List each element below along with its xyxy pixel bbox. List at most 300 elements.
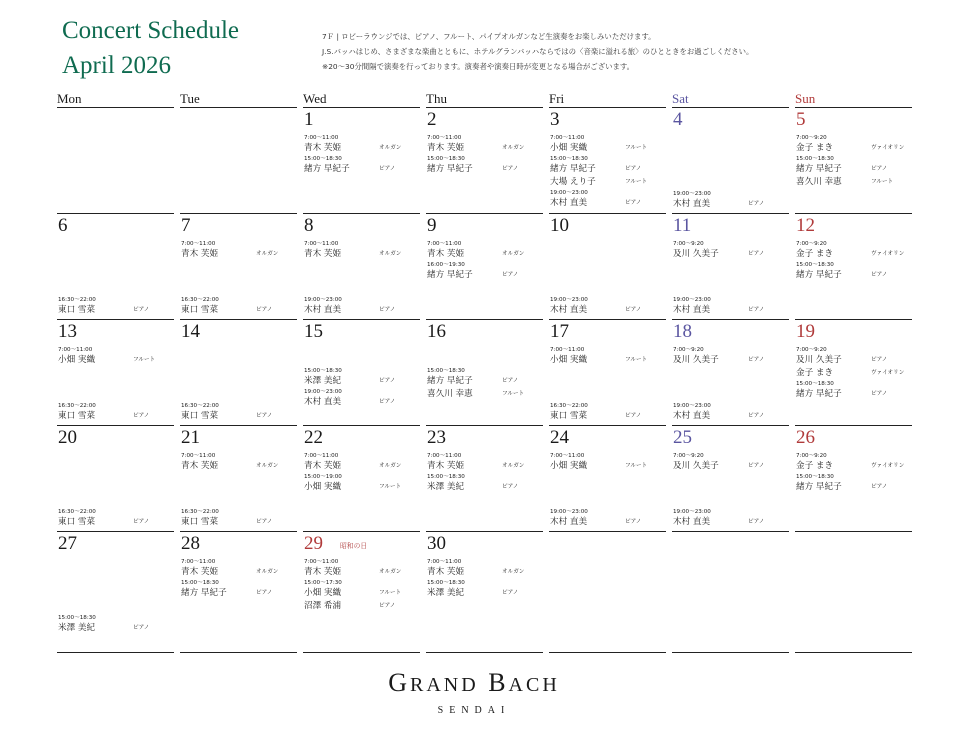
- instrument-label: ピアノ: [379, 603, 396, 609]
- instrument-label: ピアノ: [256, 413, 273, 419]
- calendar-day-cell: [672, 425, 789, 531]
- performance-time: 15:00～18:30: [427, 156, 465, 162]
- instrument-label: フルート: [625, 357, 648, 363]
- cell-bottom-rule: [57, 652, 174, 653]
- performance-entry: [550, 176, 668, 188]
- performance-time: 7:00～11:00: [181, 559, 216, 565]
- instrument-label: ピアノ: [502, 166, 519, 172]
- performer-name: 青木 芙姫: [304, 249, 342, 259]
- performance-entry: [550, 189, 668, 209]
- calendar-day-cell: [180, 425, 297, 531]
- performer-name: 緒方 早紀子: [796, 389, 842, 399]
- instrument-label: オルガン: [502, 463, 525, 469]
- performance-entry: [796, 176, 914, 188]
- instrument-label: ピアノ: [133, 625, 150, 631]
- performance-entry: [58, 614, 176, 634]
- performer-name: 木村 直美: [550, 517, 588, 527]
- weekday-label: Sat: [672, 91, 689, 106]
- performance-time: 15:00～18:30: [796, 156, 834, 162]
- performance-entry: [427, 261, 545, 281]
- performer-name: 及川 久美子: [673, 355, 719, 365]
- performance-entry: [796, 380, 914, 400]
- performance-entry: [427, 367, 545, 387]
- instrument-label: ピアノ: [748, 463, 765, 469]
- performer-name: 小畑 実織: [304, 482, 342, 492]
- performer-name: 青木 芙姫: [304, 567, 342, 577]
- performer-name: 青木 芙姫: [181, 461, 219, 471]
- performance-entry: [796, 452, 914, 472]
- instrument-label: ピアノ: [256, 590, 273, 596]
- calendar-day-cell: [180, 531, 297, 637]
- performer-name: 緒方 早紀子: [304, 164, 350, 174]
- page-title: Concert Schedule: [62, 17, 240, 44]
- instrument-label: オルガン: [256, 251, 279, 257]
- performer-name: 木村 直美: [673, 199, 711, 209]
- day-number: 10: [550, 215, 569, 236]
- performance-time: 7:00～9:20: [796, 135, 827, 141]
- performance-entry: [796, 367, 914, 379]
- performance-time: 19:00～23:00: [673, 509, 711, 515]
- performance-time: 7:00～9:20: [796, 241, 827, 247]
- performance-time: 15:00～18:30: [304, 368, 342, 374]
- calendar-day-cell: [426, 319, 543, 425]
- instrument-label: オルガン: [379, 569, 402, 575]
- day-number: 21: [181, 427, 200, 448]
- instrument-label: フルート: [625, 145, 648, 151]
- instrument-label: ピアノ: [871, 391, 888, 397]
- performance-entry: [550, 452, 668, 472]
- calendar-empty-cell: [549, 531, 666, 637]
- performance-time: 15:00～18:30: [427, 368, 465, 374]
- performance-time: 19:00～23:00: [550, 190, 588, 196]
- performance-entry: [550, 508, 668, 528]
- cell-bottom-rule: [426, 652, 543, 653]
- calendar-empty-cell: [57, 107, 174, 213]
- performer-name: 及川 久美子: [796, 355, 842, 365]
- cell-bottom-rule: [180, 652, 297, 653]
- performance-entry: [304, 452, 422, 472]
- performer-name: 及川 久美子: [673, 249, 719, 259]
- performer-name: 沼澤 希浦: [304, 601, 342, 611]
- day-number: 23: [427, 427, 446, 448]
- performance-entry: [550, 346, 668, 366]
- calendar-day-cell: [426, 531, 543, 637]
- calendar-day-cell: [303, 107, 420, 213]
- performer-name: 青木 芙姫: [181, 249, 219, 259]
- performer-name: 金子 まき: [796, 249, 834, 259]
- performance-entry: [427, 388, 545, 400]
- performer-name: 緒方 早紀子: [427, 270, 473, 280]
- performance-time: 15:00～18:30: [304, 156, 342, 162]
- performer-name: 小畑 実織: [58, 355, 96, 365]
- instrument-label: ピアノ: [379, 378, 396, 384]
- instrument-label: ヴァイオリン: [871, 370, 905, 376]
- day-number: 1: [304, 109, 314, 130]
- performer-name: 米澤 美紀: [304, 376, 342, 386]
- performer-name: 青木 芙姫: [427, 143, 465, 153]
- note-line: 7Ｆ | ロビーラウンジでは、ピアノ、フルート、パイプオルガンなど生演奏をお楽しみいただけます。: [322, 32, 656, 41]
- instrument-label: ピアノ: [133, 413, 150, 419]
- performance-entry: [181, 296, 299, 316]
- instrument-label: ピアノ: [748, 357, 765, 363]
- instrument-label: ピアノ: [625, 519, 642, 525]
- calendar-day-cell: [549, 213, 666, 319]
- performance-time: 7:00～11:00: [58, 347, 93, 353]
- performance-entry: [304, 388, 422, 408]
- day-number: 2: [427, 109, 437, 130]
- instrument-label: ピアノ: [256, 519, 273, 525]
- performance-entry: [304, 579, 422, 599]
- day-number: 22: [304, 427, 323, 448]
- performance-time: 16:30～22:00: [58, 509, 96, 515]
- weekday-label: Tue: [180, 91, 200, 106]
- performance-time: 16:30～22:00: [58, 297, 96, 303]
- day-number: 28: [181, 533, 200, 554]
- day-number: 18: [673, 321, 692, 342]
- performance-time: 7:00～11:00: [181, 453, 216, 459]
- calendar-day-cell: [180, 319, 297, 425]
- note-line: J.S.バッハはじめ、さまざまな楽曲とともに、ホテルグランバッハならではの〈音楽に溢れる旅〉のひとときをお過ごしください。: [322, 47, 754, 56]
- performer-name: 緒方 早紀子: [427, 376, 473, 386]
- performance-entry: [304, 240, 422, 260]
- instrument-label: オルガン: [502, 251, 525, 257]
- performer-name: 大場 えり子: [550, 177, 596, 187]
- performer-name: 東口 雪菜: [58, 517, 96, 527]
- performance-time: 16:30～22:00: [181, 297, 219, 303]
- calendar-day-cell: [549, 425, 666, 531]
- performance-time: 15:00～18:30: [796, 474, 834, 480]
- day-number: 27: [58, 533, 77, 554]
- performance-time: 7:00～9:20: [796, 453, 827, 459]
- performer-name: 青木 芙姫: [427, 461, 465, 471]
- performance-entry: [58, 346, 176, 366]
- performance-time: 7:00～11:00: [427, 453, 462, 459]
- performer-name: 青木 芙姫: [181, 567, 219, 577]
- cell-bottom-rule: [672, 652, 789, 653]
- logo-location: SENDAI: [437, 705, 511, 716]
- performer-name: 木村 直美: [673, 411, 711, 421]
- instrument-label: ピアノ: [379, 166, 396, 172]
- performer-name: 金子 まき: [796, 143, 834, 153]
- performance-time: 7:00～11:00: [427, 241, 462, 247]
- performer-name: 緒方 早紀子: [796, 270, 842, 280]
- performer-name: 木村 直美: [673, 305, 711, 315]
- performance-entry: [304, 134, 422, 154]
- performer-name: 金子 まき: [796, 368, 834, 378]
- performance-entry: [796, 240, 914, 260]
- performance-time: 19:00～23:00: [304, 297, 342, 303]
- weekday-label: Fri: [549, 91, 565, 106]
- performance-time: 7:00～11:00: [550, 135, 585, 141]
- calendar-day-cell: [57, 425, 174, 531]
- performer-name: 小畑 実織: [550, 461, 588, 471]
- performance-time: 7:00～11:00: [550, 453, 585, 459]
- weekday-header-row: [57, 91, 909, 107]
- performer-name: 青木 芙姫: [304, 461, 342, 471]
- performance-time: 7:00～11:00: [304, 135, 339, 141]
- cell-bottom-rule: [549, 652, 666, 653]
- calendar-day-cell: [57, 213, 174, 319]
- page-subtitle-month: April 2026: [62, 52, 172, 79]
- instrument-label: ピアノ: [871, 484, 888, 490]
- day-number: 5: [796, 109, 806, 130]
- performance-time: 16:30～22:00: [181, 509, 219, 515]
- performance-entry: [550, 296, 668, 316]
- performance-entry: [304, 558, 422, 578]
- calendar-day-cell: [426, 107, 543, 213]
- instrument-label: ピアノ: [871, 357, 888, 363]
- day-number: 12: [796, 215, 815, 236]
- instrument-label: ヴァイオリン: [871, 463, 905, 469]
- header-notes: [322, 30, 753, 75]
- instrument-label: ピアノ: [502, 484, 519, 490]
- performance-entry: [550, 402, 668, 422]
- calendar-day-cell: [672, 319, 789, 425]
- day-number: 13: [58, 321, 77, 342]
- performer-name: 米澤 美紀: [58, 623, 96, 633]
- calendar-day-cell: [303, 319, 420, 425]
- performance-entry: [58, 296, 176, 316]
- day-number: 25: [673, 427, 692, 448]
- performer-name: 木村 直美: [550, 305, 588, 315]
- instrument-label: フルート: [379, 484, 402, 490]
- day-number: 6: [58, 215, 68, 236]
- cell-bottom-rule: [303, 652, 420, 653]
- day-number: 4: [673, 109, 683, 130]
- performance-entry: [427, 155, 545, 175]
- performance-time: 19:00～23:00: [550, 509, 588, 515]
- performance-entry: [673, 190, 791, 210]
- performance-time: 7:00～11:00: [304, 453, 339, 459]
- performance-time: 16:30～22:00: [58, 403, 96, 409]
- performance-entry: [427, 240, 545, 260]
- day-number: 29: [304, 533, 323, 554]
- calendar-day-cell: [57, 319, 174, 425]
- calendar-day-cell: [795, 319, 912, 425]
- instrument-label: ピアノ: [502, 590, 519, 596]
- day-number: 16: [427, 321, 446, 342]
- instrument-label: ピアノ: [379, 399, 396, 405]
- instrument-label: ピアノ: [748, 519, 765, 525]
- instrument-label: ピアノ: [625, 413, 642, 419]
- day-number: 8: [304, 215, 314, 236]
- performance-entry: [796, 346, 914, 366]
- instrument-label: オルガン: [256, 569, 279, 575]
- performer-name: 米澤 美紀: [427, 588, 465, 598]
- performance-time: 15:00～18:30: [796, 262, 834, 268]
- instrument-label: ピアノ: [871, 166, 888, 172]
- instrument-label: フルート: [625, 463, 648, 469]
- performer-name: 東口 雪菜: [58, 305, 96, 315]
- instrument-label: ピアノ: [748, 201, 765, 207]
- instrument-label: オルガン: [256, 463, 279, 469]
- performance-time: 7:00～11:00: [181, 241, 216, 247]
- performance-entry: [673, 296, 791, 316]
- calendar-empty-cell: [795, 531, 912, 637]
- performance-time: 15:00～18:30: [58, 615, 96, 621]
- performance-entry: [304, 473, 422, 493]
- performer-name: 米澤 美紀: [427, 482, 465, 492]
- calendar-day-cell: [549, 319, 666, 425]
- instrument-label: ヴァイオリン: [871, 251, 905, 257]
- performer-name: 及川 久美子: [673, 461, 719, 471]
- performer-name: 木村 直美: [673, 517, 711, 527]
- performance-entry: [304, 367, 422, 387]
- performer-name: 緒方 早紀子: [427, 164, 473, 174]
- performance-time: 7:00～11:00: [304, 241, 339, 247]
- grandbach-logo: [330, 668, 618, 716]
- instrument-label: ピアノ: [133, 519, 150, 525]
- performance-entry: [427, 558, 545, 578]
- performance-time: 16:30～22:00: [181, 403, 219, 409]
- performance-entry: [796, 261, 914, 281]
- day-number: 26: [796, 427, 815, 448]
- performance-entry: [673, 240, 791, 260]
- calendar-day-cell: [672, 107, 789, 213]
- performance-time: 19:00～23:00: [673, 403, 711, 409]
- performance-time: 7:00～9:20: [673, 453, 704, 459]
- instrument-label: フルート: [625, 179, 648, 185]
- performer-name: 緒方 早紀子: [796, 482, 842, 492]
- performer-name: 金子 まき: [796, 461, 834, 471]
- performer-name: 小畑 実織: [304, 588, 342, 598]
- performance-entry: [796, 473, 914, 493]
- performance-entry: [58, 508, 176, 528]
- performer-name: 青木 芙姫: [304, 143, 342, 153]
- performance-time: 15:00～17:30: [304, 580, 342, 586]
- day-number: 14: [181, 321, 200, 342]
- instrument-label: フルート: [133, 357, 156, 363]
- instrument-label: オルガン: [502, 569, 525, 575]
- weekday-label: Mon: [57, 91, 82, 106]
- instrument-label: ピアノ: [133, 307, 150, 313]
- day-number: 15: [304, 321, 323, 342]
- calendar-grid: [57, 107, 909, 653]
- performance-time: 15:00～18:30: [427, 580, 465, 586]
- performance-time: 15:00～18:30: [427, 474, 465, 480]
- calendar-day-cell: [426, 213, 543, 319]
- performance-entry: [427, 579, 545, 599]
- performance-entry: [181, 240, 299, 260]
- instrument-label: ピアノ: [625, 200, 642, 206]
- calendar-day-cell: [795, 425, 912, 531]
- instrument-label: ピアノ: [748, 307, 765, 313]
- performance-entry: [427, 134, 545, 154]
- performance-time: 19:00～23:00: [550, 297, 588, 303]
- performer-name: 木村 直美: [304, 305, 342, 315]
- instrument-label: ヴァイオリン: [871, 145, 905, 151]
- instrument-label: ピアノ: [625, 307, 642, 313]
- day-number: 20: [58, 427, 77, 448]
- day-number: 30: [427, 533, 446, 554]
- calendar-day-cell: [795, 107, 912, 213]
- performance-entry: [181, 402, 299, 422]
- note-line: ※20～30分間隔で演奏を行っております。演奏者や演奏日時が変更となる場合がございます。: [322, 62, 635, 71]
- instrument-label: ピアノ: [502, 378, 519, 384]
- day-number: 11: [673, 215, 692, 236]
- calendar-day-cell: [795, 213, 912, 319]
- performance-entry: [427, 473, 545, 493]
- calendar-day-cell: [426, 425, 543, 531]
- performer-name: 喜久川 幸恵: [796, 177, 842, 187]
- instrument-label: オルガン: [379, 463, 402, 469]
- performer-name: 東口 雪菜: [181, 305, 219, 315]
- performer-name: 緒方 早紀子: [181, 588, 227, 598]
- performer-name: 東口 雪菜: [181, 517, 219, 527]
- instrument-label: フルート: [502, 391, 525, 397]
- calendar-day-cell: [180, 213, 297, 319]
- calendar-day-cell: [672, 213, 789, 319]
- performance-entry: [304, 600, 422, 612]
- weekday-label: Sun: [795, 91, 816, 106]
- performance-time: 7:00～9:20: [673, 241, 704, 247]
- performance-entry: [181, 508, 299, 528]
- logo-wordmark: GRAND BACH: [388, 668, 560, 697]
- performer-name: 緒方 早紀子: [796, 164, 842, 174]
- calendar-day-cell: [549, 107, 666, 213]
- instrument-label: ピアノ: [748, 413, 765, 419]
- performer-name: 喜久川 幸恵: [427, 389, 473, 399]
- calendar-day-cell: [57, 531, 174, 637]
- performance-entry: [181, 558, 299, 578]
- performance-time: 7:00～11:00: [550, 347, 585, 353]
- instrument-label: フルート: [379, 590, 402, 596]
- performer-name: 木村 直美: [550, 198, 588, 208]
- day-number: 9: [427, 215, 437, 236]
- performance-entry: [304, 296, 422, 316]
- performance-time: 7:00～9:20: [673, 347, 704, 353]
- performance-entry: [673, 452, 791, 472]
- performance-time: 7:00～9:20: [796, 347, 827, 353]
- performance-time: 7:00～11:00: [427, 559, 462, 565]
- instrument-label: ピアノ: [871, 272, 888, 278]
- performance-entry: [796, 134, 914, 154]
- performer-name: 小畑 実織: [550, 355, 588, 365]
- performer-name: 小畑 実織: [550, 143, 588, 153]
- performance-time: 15:00～18:30: [181, 580, 219, 586]
- performance-time: 15:00～19:00: [304, 474, 342, 480]
- performer-name: 木村 直美: [304, 397, 342, 407]
- day-number: 19: [796, 321, 815, 342]
- instrument-label: オルガン: [379, 145, 402, 151]
- performance-time: 16:30～22:00: [550, 403, 588, 409]
- instrument-label: ピアノ: [256, 307, 273, 313]
- performer-name: 緒方 早紀子: [550, 164, 596, 174]
- performer-name: 青木 芙姫: [427, 567, 465, 577]
- performance-entry: [550, 155, 668, 175]
- performer-name: 東口 雪菜: [550, 411, 588, 421]
- cell-bottom-rule: [795, 652, 912, 653]
- performance-time: 19:00～23:00: [673, 297, 711, 303]
- calendar-empty-cell: [672, 531, 789, 637]
- performance-time: 7:00～11:00: [304, 559, 339, 565]
- instrument-label: ピアノ: [502, 272, 519, 278]
- day-number: 3: [550, 109, 560, 130]
- instrument-label: ピアノ: [748, 251, 765, 257]
- holiday-label: 昭和の日: [340, 542, 368, 550]
- performance-entry: [673, 402, 791, 422]
- performance-entry: [673, 346, 791, 366]
- calendar-day-cell: [303, 425, 420, 531]
- calendar-day-cell: [303, 213, 420, 319]
- performer-name: 青木 芙姫: [427, 249, 465, 259]
- performance-time: 7:00～11:00: [427, 135, 462, 141]
- performance-entry: [181, 452, 299, 472]
- performance-entry: [673, 508, 791, 528]
- performance-time: 15:00～18:30: [796, 381, 834, 387]
- performance-time: 19:00～23:00: [304, 389, 342, 395]
- day-number: 17: [550, 321, 569, 342]
